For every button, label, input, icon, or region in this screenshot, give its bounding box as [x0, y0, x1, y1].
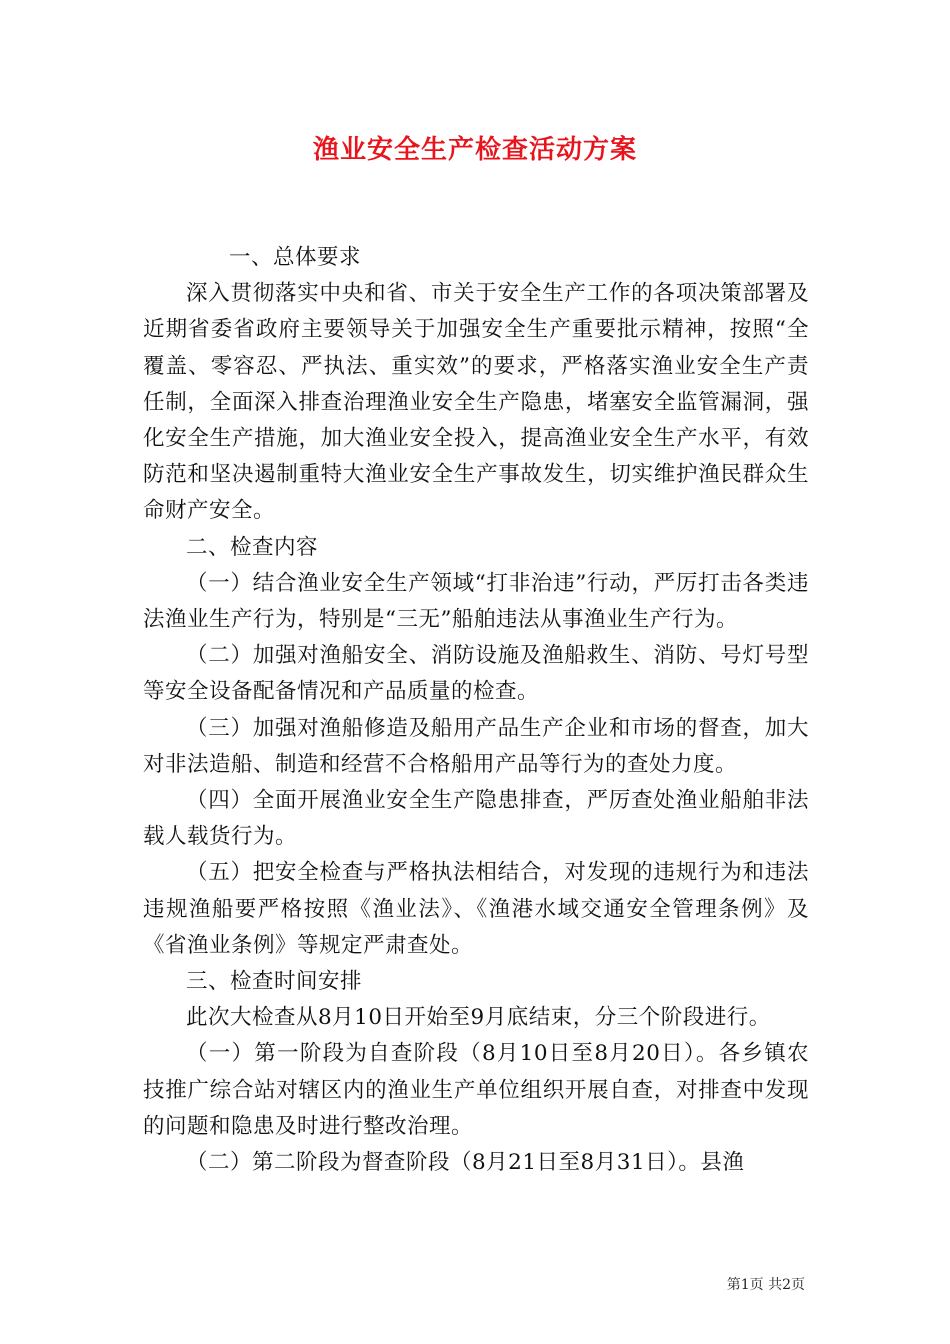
paragraph-schedule-phase-1: （一）第一阶段为自查阶段（8月10日至8月20日）。各乡镇农技推广综合站对辖区内的渔业生产单位组织开展自查，对排查中发现的问题和隐患及时进行整改治理。 [143, 1041, 809, 1139]
paragraph-content-item-5: （五）把安全检查与严格执法相结合，对发现的违规行为和违法违规渔船要严格按照《渔业法》、《渔港水域交通安全管理条例》及《省渔业条例》等规定严肃查处。 [143, 860, 809, 958]
paragraph-content-item-1: （一）结合渔业安全生产领域“打非治违”行动，严厉打击各类违法渔业生产行为，特别是“三无”船舶违法从事渔业生产行为。 [143, 570, 809, 633]
paragraph-content-item-2: （二）加强对渔船安全、消防设施及渔船救生、消防、号灯号型等安全设备配备情况和产品质量的检查。 [143, 643, 809, 705]
section-heading-inspection-content: 二、检查内容 [186, 534, 319, 560]
page-indicator: 第1页 共2页 [726, 1277, 805, 1293]
section-heading-general-requirements: 一、总体要求 [229, 245, 362, 270]
document-body [143, 240, 809, 1181]
section-heading-schedule: 三、检查时间安排 [186, 969, 363, 995]
paragraph-content-item-4: （四）全面开展渔业安全生产隐患排查，严厉查处渔业船舶非法载人载货行为。 [143, 788, 809, 850]
paragraph-schedule-intro: 此次大检查从8月10日开始至9月底结束，分三个阶段进行。 [186, 1005, 771, 1031]
paragraph-general-requirements: 深入贯彻落实中央和省、市关于安全生产工作的各项决策部署及近期省委省政府主要领导关于加强安全生产重要批示精神，按照“全覆盖、零容忍、严执法、重实效”的要求，严格落实渔业安全生产责任制，全面深入排查治理渔业安全生产隐患，堵塞安全监管漏洞，强化安全生产措施，加大渔业安全投入，提高渔业安全生产水平，有效防范和坚决遏制重特大渔业安全生产事故发生，切实维护渔民群众生命财产安全。 [143, 281, 809, 524]
paragraph-content-item-3: （三）加强对渔船修造及船用产品生产企业和市场的督查，加大对非法造船、制造和经营不合格船用产品等行为的查处力度。 [143, 715, 809, 777]
document-title: 渔业安全生产检查活动方案 [312, 135, 637, 165]
paragraph-schedule-phase-2: （二）第二阶段为督查阶段（8月21日至8月31日）。县渔 [186, 1150, 745, 1176]
